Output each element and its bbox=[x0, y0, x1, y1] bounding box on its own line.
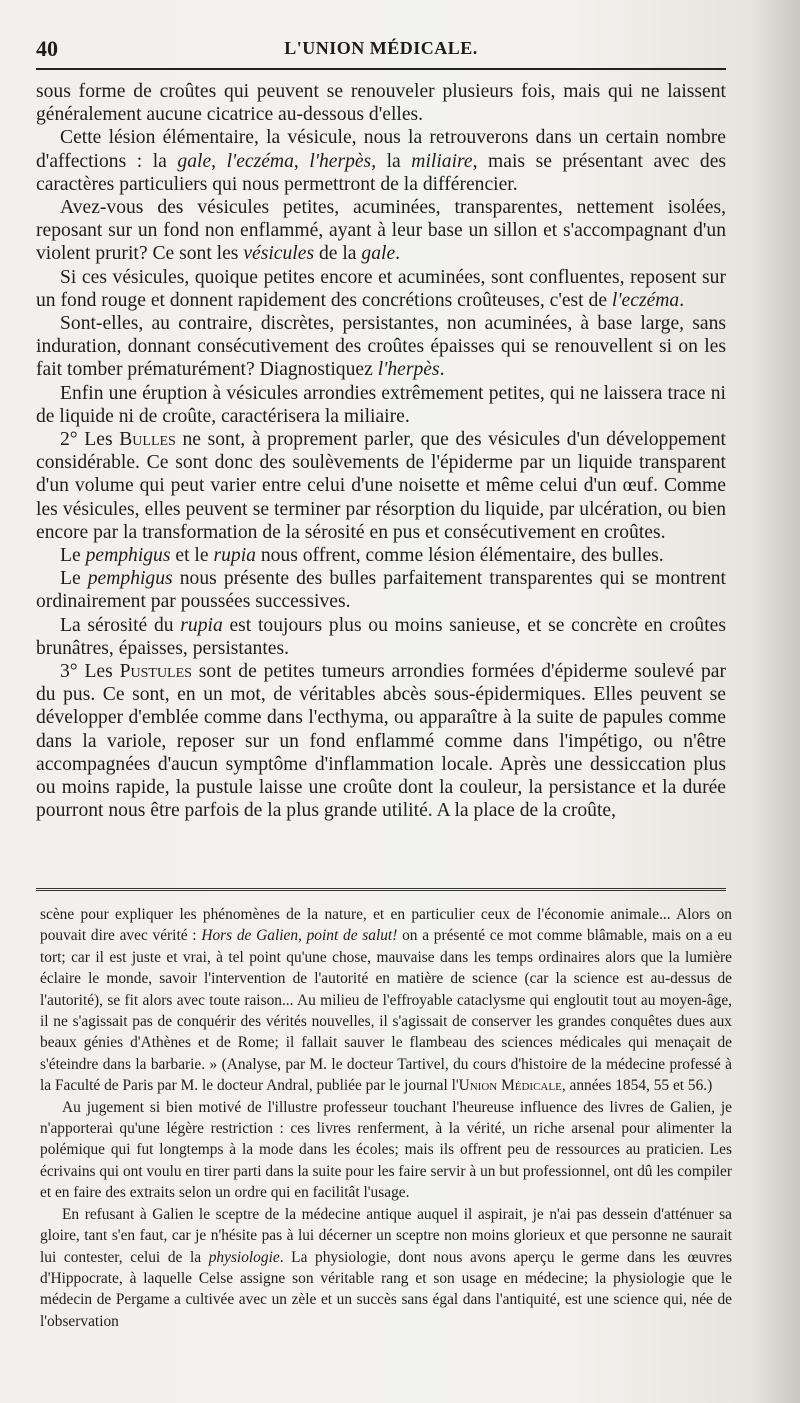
footnote-paragraph: Au jugement si bien motivé de l'illustre professeur touchant l'heureuse influence des livres de Galien, je n'apporterai qu'une légère restriction : ces livres renferment, à la vérité, un riche arsenal pour alimenter la polémique qui fut longtemps à la mode dans les écoles; mais ils offrent peu de ressources au praticien. Les écrivains qui ont voulu en tirer parti dans la suite pour les faire servir à un but professionnel, ont dû les compiler et en faire des extraits selon un ordre qui en facilitât l'usage. bbox=[40, 1098, 732, 1202]
paragraph: Enfin une éruption à vésicules arrondies extrêmement petites, qui ne laissera trace ni de liquide ni de croûte, caractérisera la miliaire. bbox=[36, 382, 726, 427]
section-term: Pustules bbox=[119, 661, 192, 683]
paragraph: La sérosité du rupia est toujours plus ou moins sanieuse, et se concrète en croûtes brunâtres, épaisses, persistantes. bbox=[36, 614, 726, 659]
paragraph: Cette lésion élémentaire, la vésicule, nous la retrouverons dans un certain nombre d'affections : la gale, l'eczéma, l'herpès, la miliaire, mais se présentant avec des caractères particuliers qui nous permettront de la différencier. bbox=[36, 127, 727, 195]
journal-name: Union Médicale bbox=[458, 1077, 562, 1095]
footnote-paragraph: En refusant à Galien le sceptre de la médecine antique auquel il aspirait, je n'ai pas dessein d'atténuer sa gloire, tant s'en faut, car je n'hésite pas à lui décerner un sceptre non moins glorieux et que personne ne saurait lui contester, celui de la physiologie. La physiologie, dont nous avons aperçu le germe dans les œuvres d'Hippocrate, à laquelle Celse assigne son véritable rang et son usage en médecine; la physiologie que le médecin de Pergame a cultivée avec un zèle et un succès sans égal dans l'antiquité, est une science qui, née de l'observation bbox=[40, 1205, 733, 1330]
paragraph: Sont-elles, au contraire, discrètes, persistantes, non acuminées, à base large, sans induration, donnant consécutivement des croûtes épaisses qui se renouvellent si on les fait tomber prématurément? Diagnostiquez l'herpès. bbox=[36, 313, 726, 381]
paragraph: Le pemphigus nous présente des bulles parfaitement transparentes qui se montrent ordinairement par poussées successives. bbox=[36, 568, 726, 613]
page-number: 40 bbox=[36, 36, 58, 61]
main-text bbox=[36, 80, 726, 823]
page-header bbox=[36, 36, 726, 66]
paragraph: sous forme de croûtes qui peuvent se renouveler plusieurs fois, mais qui ne laissent généralement aucune cicatrice au-dessous d'elles. bbox=[36, 81, 726, 126]
section-term: Bulles bbox=[119, 429, 176, 451]
running-title: L'UNION MÉDICALE. bbox=[284, 38, 478, 58]
paragraph: Avez-vous des vésicules petites, acuminées, transparentes, nettement isolées, reposant sur un fond non enflammé, ayant à leur base un sillon et s'accompagnant d'un violent prurit? Ce sont les vésicules de la gale. bbox=[36, 197, 726, 265]
paragraph: Le pemphigus et le rupia nous offrent, comme lésion élémentaire, des bulles. bbox=[60, 545, 664, 567]
paragraph: 3° Les Pustules sont de petites tumeurs arrondies formées d'épiderme soulevé par du pus. Ce sont, en un mot, de véritables abcès sous-épidermiques. Elles peuvent se développer d'emblée comme dans l'ecthyma, ou apparaître à la suite de papules comme dans la variole, reposer sur un fond enflammé comme dans l'impétigo, ou n'être accompagnées d'aucun symptôme d'inflammation locale. Après une dessiccation plus ou moins rapide, la pustule laisse une croûte dont la couleur, la persistance et la durée pourront nous être parfois de la plus grande utilité. A la place de la croûte, bbox=[36, 661, 726, 822]
header-rule bbox=[36, 68, 726, 70]
footnotes bbox=[40, 904, 732, 1332]
paragraph: Si ces vésicules, quoique petites encore et acuminées, sont confluentes, reposent sur un fond rouge et donnent rapidement des concrétions croûteuses, c'est de l'eczéma. bbox=[36, 266, 726, 311]
footnote-rule bbox=[36, 888, 726, 891]
paragraph: 2° Les Bulles ne sont, à proprement parler, que des vésicules d'un développement considérable. Ce sont donc des soulèvements de l'épiderme par un liquide transparent d'un volume qui peut varier entre celui d'une noisette et même celui d'un œuf. Comme les vésicules, elles peuvent se terminer par résorption du liquide, par ulcération, ou bien encore par la transformation de la sérosité en pus et consécutivement en croûtes. bbox=[36, 429, 726, 543]
footnote-paragraph: scène pour expliquer les phénomènes de la nature, et en particulier ceux de l'économie animale... Alors on pouvait dire avec vérité : Hors de Galien, point de salut! on a présenté ce mot comme blâmable, mais on a eu tort; car il est juste et vrai, à tel point qu'une chose, mauvaise dans les temps ordinaires alors que la lumière éclaire le monde, savoir l'intervention de l'autorité en matière de science (car la science est au-dessus de l'autorité), se fit alors avec toute raison... Au milieu de l'effroyable cataclysme qui engloutit tout au moyen-âge, il ne s'agissait pas de conquérir des vérités nouvelles, il s'agissait de conserver les grandes conquêtes dues aux beaux génies d'Athènes et de Rome; il fallait sauver le flambeau des sciences médicales qui menaçait de s'éteindre dans la barbarie. » (Analyse, par M. le docteur Tartivel, du cours d'histoire de la médecine professé à la Faculté de Paris par M. le docteur Andral, publiée par le journal l'Union Médicale, années 1854, 55 et 56.) bbox=[40, 906, 732, 1095]
